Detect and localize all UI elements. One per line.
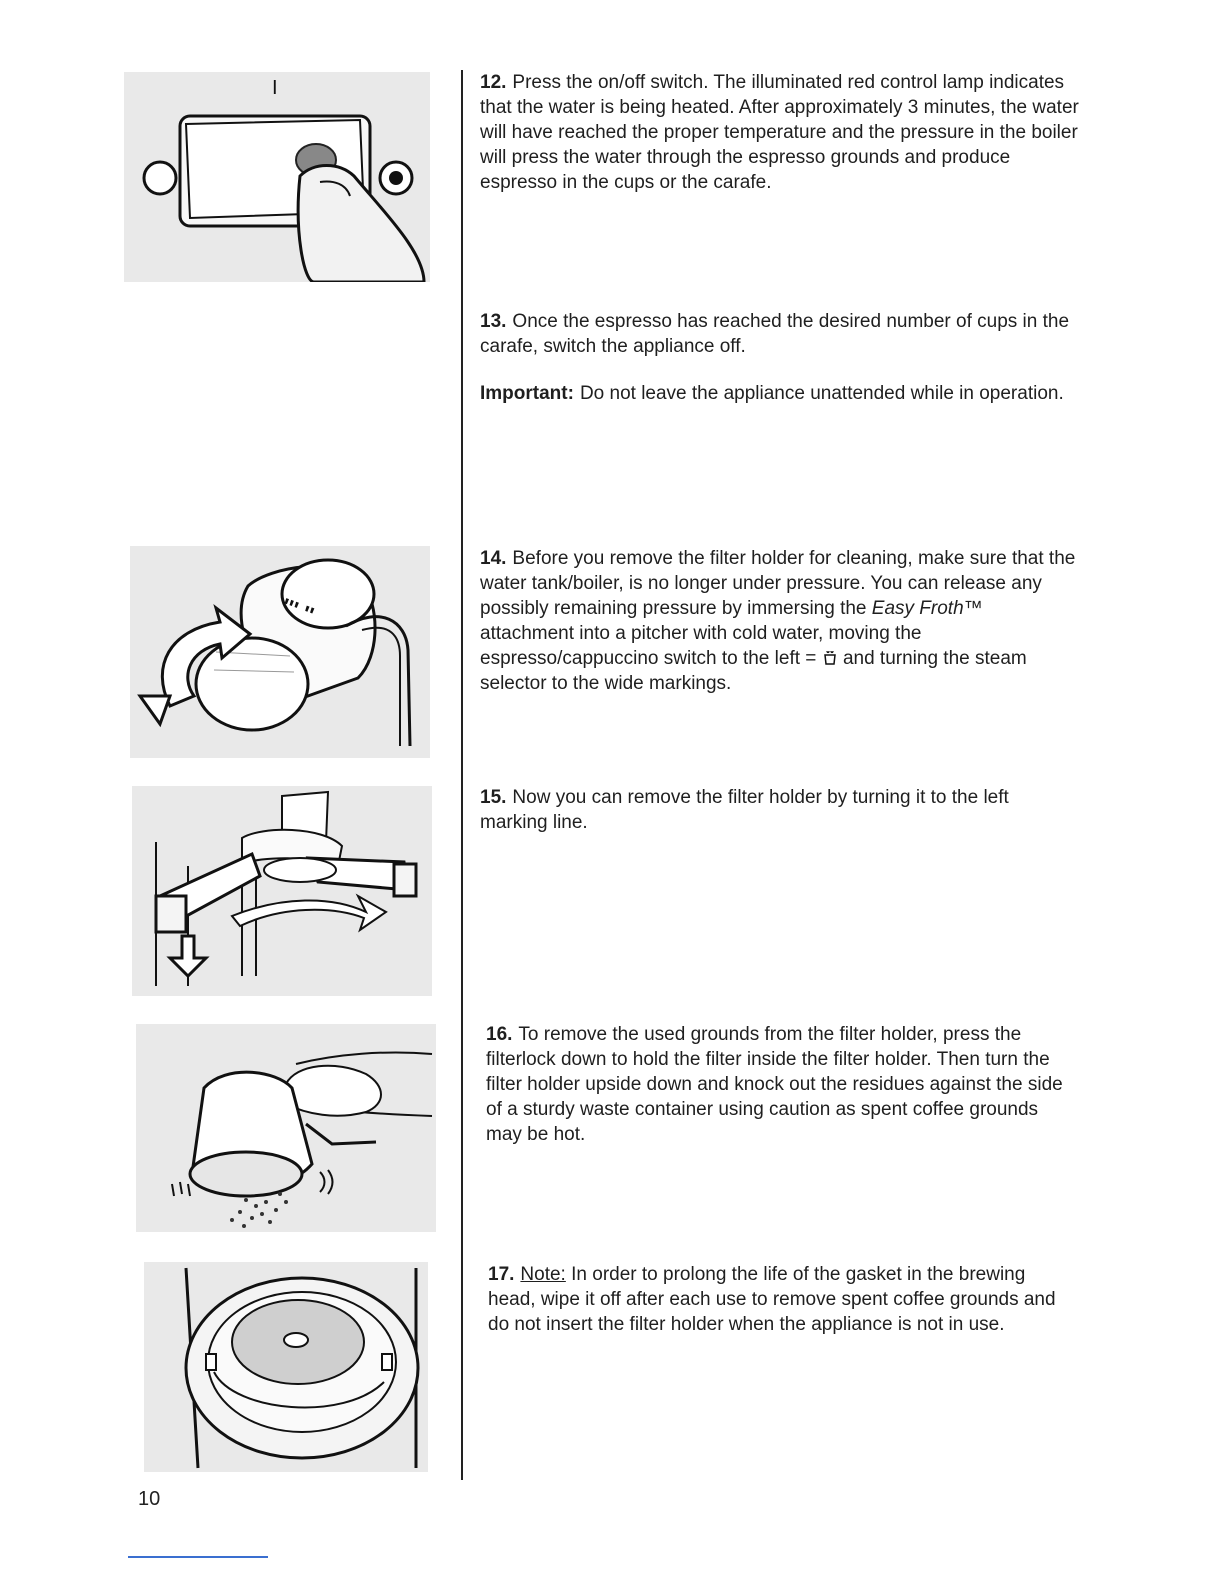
step-text-after: and turning the steam selector to the wide markings. — [480, 648, 1027, 694]
step-13 — [480, 309, 1080, 406]
step-16 — [486, 1022, 1076, 1147]
switch-on-mark: I — [272, 77, 278, 99]
illustration-brewing-head-gasket — [144, 1262, 428, 1472]
step-text: Now you can remove the filter holder by turning it to the left marking line. — [480, 787, 1009, 833]
step-text: Once the espresso has reached the desired number of cups in the carafe, switch the appliance off. — [480, 311, 1070, 357]
step-14 — [480, 546, 1080, 696]
step-12 — [480, 70, 1080, 195]
illustration-knock-out-grounds — [136, 1024, 436, 1232]
step-14-paragraph — [480, 546, 1080, 696]
illustration-steam-knob — [130, 546, 430, 758]
step-number: 12. — [480, 72, 507, 93]
note-label: Note: — [520, 1264, 566, 1285]
step-17-paragraph — [488, 1262, 1068, 1337]
footer-rule — [128, 1556, 268, 1558]
step-number: 16. — [486, 1024, 513, 1045]
step-15 — [480, 785, 1080, 835]
step-number: 14. — [480, 548, 507, 569]
brand-name: Easy Froth™ — [871, 598, 983, 619]
important-text: Do not leave the appliance unattended while in operation. — [579, 383, 1064, 404]
step-15-paragraph — [480, 785, 1080, 835]
steam-markings: ''' '' — [278, 593, 318, 628]
step-number: 17. — [488, 1264, 515, 1285]
column-divider — [461, 70, 463, 1480]
step-text: To remove the used grounds from the filter holder, press the filterlock down to hold the filter inside the filter holder. Then turn the filter holder upside down and knock out the residues against the side of a sturdy waste container using caution as spent coffee grounds may be hot. — [486, 1024, 1063, 1145]
step-17 — [488, 1262, 1068, 1337]
illustration-onoff-switch — [124, 72, 430, 282]
step-text: In order to prolong the life of the gasket in the brewing head, wipe it off after each use to remove spent coffee grounds and do not insert the filter holder when the appliance is not in use. — [488, 1264, 1056, 1335]
step-12-paragraph — [480, 70, 1080, 195]
step-text: Press the on/off switch. The illuminated red control lamp indicates that the water is being heated. After approximately 3 minutes, the water will have reached the proper temperature and the pressure in the boiler will press the water through the espresso grounds and produce espresso in the cups or the carafe. — [480, 72, 1079, 193]
illustration-filter-holder-removal — [132, 786, 432, 996]
important-paragraph — [480, 381, 1080, 406]
step-13-paragraph — [480, 309, 1080, 359]
step-text-before: Before you remove the filter holder for cleaning, make sure that the water tank/boiler, is no longer under pressure. You can release any possibly remaining pressure by immersing the — [480, 548, 1076, 619]
page-number: 10 — [138, 1488, 161, 1510]
step-text-mid: attachment into a pitcher with cold water, moving the espresso/cappuccino switch to the left = — [480, 623, 922, 669]
important-label: Important: — [480, 383, 574, 404]
step-16-paragraph — [486, 1022, 1076, 1147]
step-number: 15. — [480, 787, 507, 808]
cappuccino-icon — [822, 649, 838, 667]
step-number: 13. — [480, 311, 507, 332]
